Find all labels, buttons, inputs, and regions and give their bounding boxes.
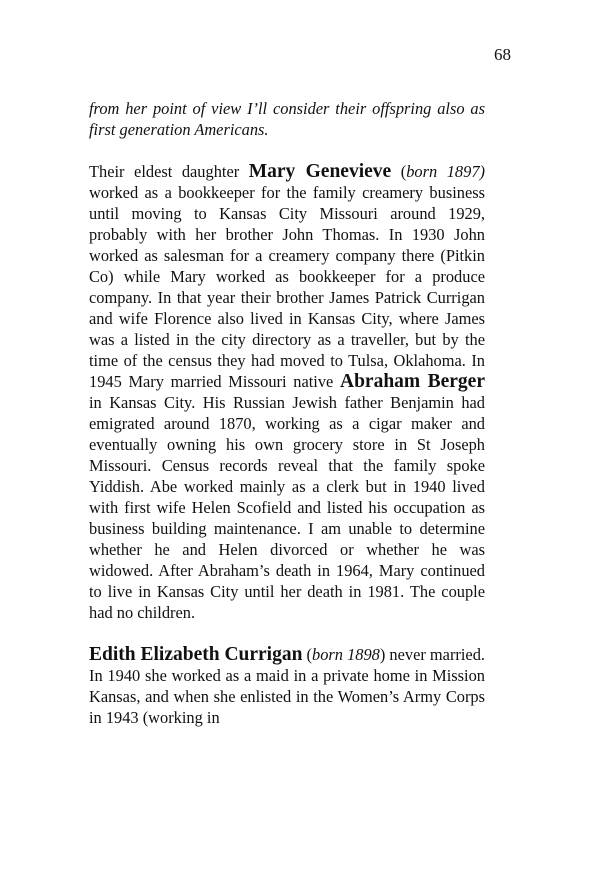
person-name-edith-elizabeth: Edith Elizabeth Currigan: [89, 644, 303, 665]
birth-year-edith: born 1898: [312, 645, 380, 664]
para1-lead: Their eldest daughter: [89, 162, 249, 181]
para2-paren-close: ): [379, 645, 386, 664]
birth-year-mary: born 1897): [406, 162, 485, 181]
para1-text-1: worked as a bookkeeper for the family creamery business until moving to Kansas City Missouri around 1929, probably with her brother John Thomas. In 1930 John worked as salesman for a creamery company there (Pitkin Co) while Mary worked as bookkeeper for a produce company. In that year their brother James Patrick Currigan and wife Florence also lived in Kansas City, where James was a listed in the city directory as a traveller, but by the time of the census they had moved to Tulsa, Oklahoma. In 1945 Mary married Missouri native: [89, 183, 485, 391]
para1-paren-open: (: [391, 162, 407, 181]
page-body: [89, 98, 485, 728]
person-name-mary-genevieve: Mary Genevieve: [248, 161, 392, 182]
person-name-abraham-berger: Abraham Berger: [339, 371, 485, 392]
edith-elizabeth-paragraph: [89, 644, 485, 728]
para2-text: never married. In 1940 she worked as a maid in a private home in Mission Kansas, and when she enlisted in the Women’s Army Corps in 1943 (working in: [89, 645, 485, 727]
para1-text-2: in Kansas City. His Russian Jewish father Benjamin had emigrated around 1870, working as a cigar maker and eventually owning his own grocery store in St Joseph Missouri. Census records reveal that the family spoke Yiddish. Abe worked mainly as a clerk but in 1940 lived with first wife Helen Scofield and listed his occupation as business building maintenance. I am unable to determine whether he and Helen divorced or whether he was widowed. After Abraham’s death in 1964, Mary continued to live in Kansas City until her death in 1981. The couple had no children.: [89, 393, 485, 622]
intro-paragraph: from her point of view I’ll consider their offspring also as first generation Americans.: [89, 99, 485, 139]
mary-genevieve-paragraph: [89, 161, 485, 623]
page-number: 68: [494, 45, 511, 64]
para2-paren-open: (: [302, 645, 313, 664]
